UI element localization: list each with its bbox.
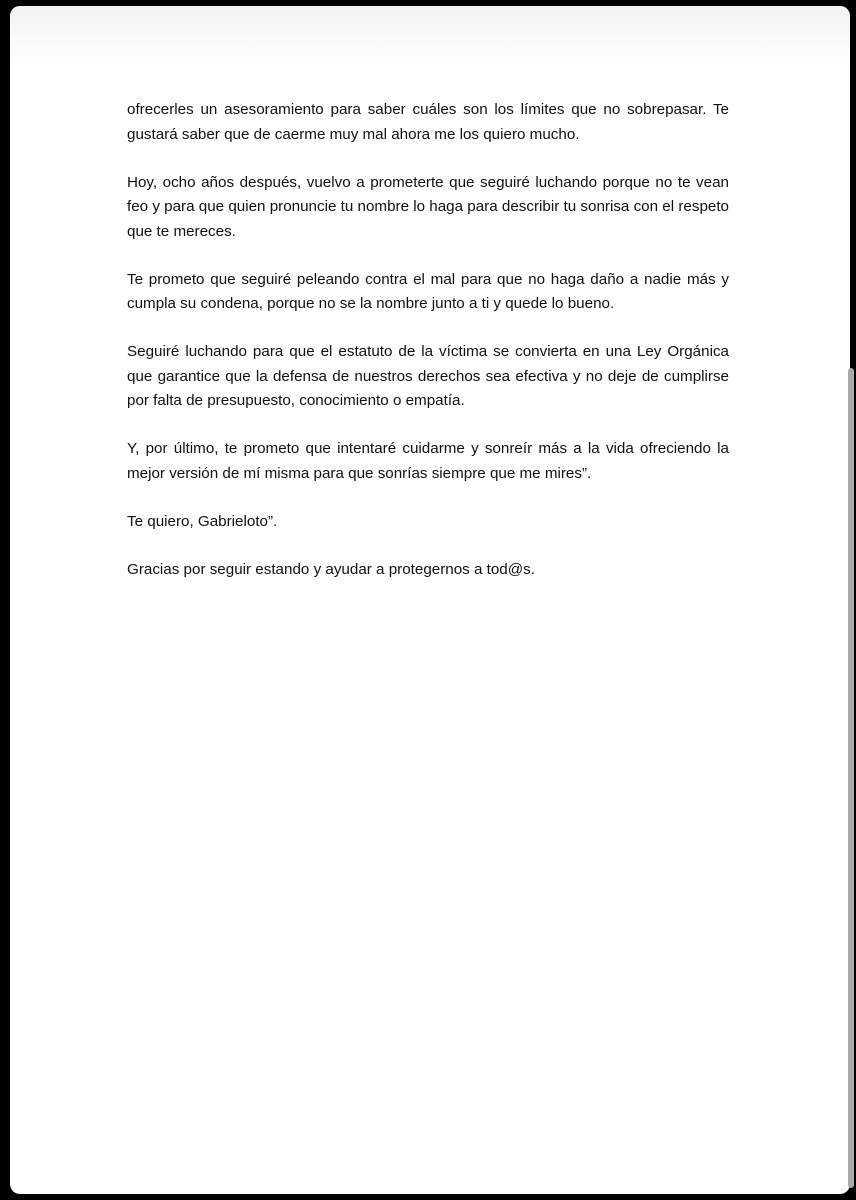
- paragraph-5: Y, por último, te prometo que intentaré cuidarme y sonreír más a la vida ofreciendo la mejor versión de mí misma para que sonrías siempre que me mires”.: [127, 440, 729, 482]
- paragraph-2: Hoy, ocho años después, vuelvo a prometerte que seguiré luchando porque no te vean feo y para que quien pronuncie tu nombre lo haga para describir tu sonrisa con el respeto que te mereces.: [127, 173, 729, 240]
- document-body: [127, 98, 729, 606]
- paragraph-7: Gracias por seguir estando y ayudar a protegernos a tod@s.: [127, 560, 535, 578]
- paragraph-1: ofrecerles un asesoramiento para saber cuáles son los límites que no sobrepasar. Te gustará saber que de caerme muy mal ahora me los quiero mucho.: [127, 101, 729, 143]
- page-top-edge: [10, 6, 850, 66]
- paragraph-3: Te prometo que seguiré peleando contra el mal para que no haga daño a nadie más y cumpla su condena, porque no se la nombre junto a ti y quede lo bueno.: [127, 270, 729, 312]
- paragraph-6: Te quiero, Gabrieloto”.: [127, 512, 278, 530]
- paragraph-4: Seguiré luchando para que el estatuto de la víctima se convierta en una Ley Orgánica que garantice que la defensa de nuestros derechos sea efectiva y no deje de cumplirse por falta de presupuesto, conocimiento o empatía.: [127, 343, 729, 409]
- document-page[interactable]: [10, 6, 850, 1194]
- vertical-scrollbar[interactable]: [848, 368, 854, 1188]
